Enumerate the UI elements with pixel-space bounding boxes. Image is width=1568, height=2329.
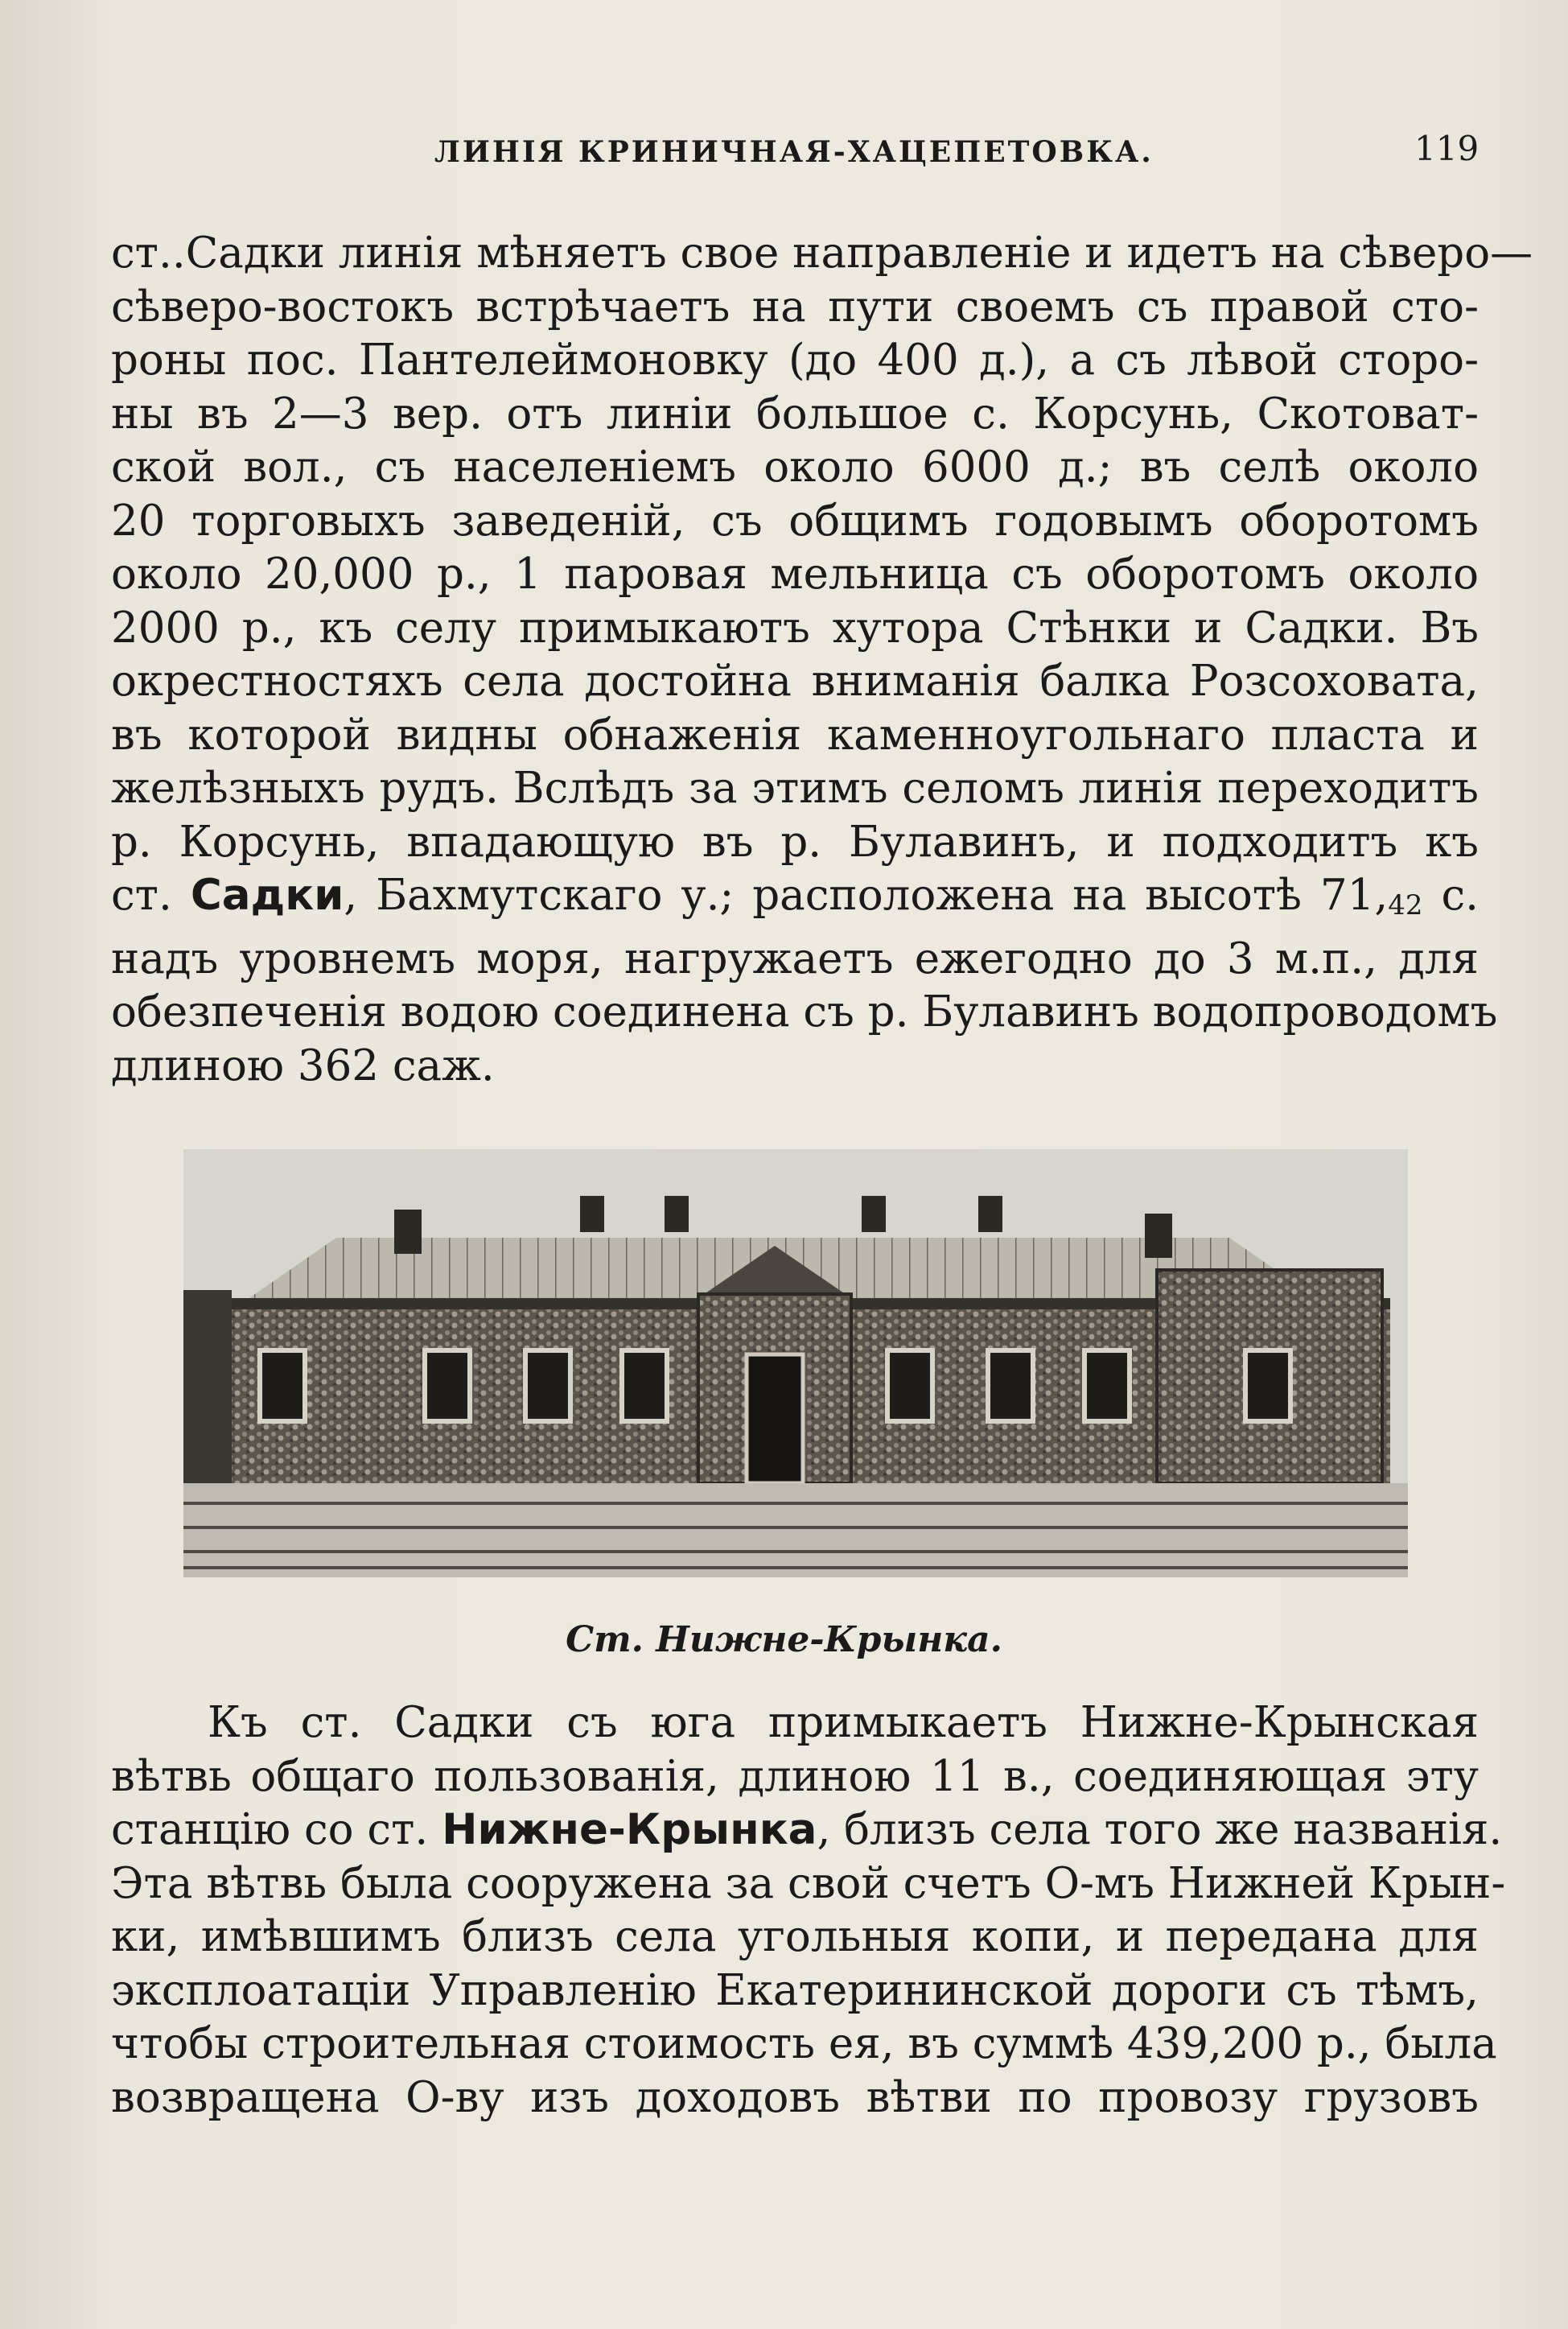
text-line: чтобы строительная стоимость ея, въ суммѣ 439,200 р., была [111, 2019, 1497, 2068]
text-line-station-sadki [111, 869, 1479, 933]
left-wing [183, 1290, 232, 1483]
chimney [665, 1196, 689, 1232]
station-name-sadki: Садки [190, 871, 344, 920]
text-line: желѣзныхъ рудъ. Вслѣдъ за этимъ селомъ линія переходитъ [111, 764, 1479, 813]
text-line: Эта вѣтвь была сооружена за свой счетъ О-мъ Нижней Крын- [111, 1858, 1506, 1908]
text-line: въ которой видны обнаженія каменноугольнаго пласта и [111, 710, 1479, 760]
station-photo [183, 1149, 1408, 1577]
text-line: надъ уровнемъ моря, нагружаетъ ежегодно до 3 м.п., для [111, 934, 1479, 983]
text-line: 2000 р., къ селу примыкаютъ хутора Стѣнки и Садки. Въ [111, 603, 1479, 653]
paragraph-2 [111, 1696, 1506, 2125]
text-line: сѣверо-востокъ встрѣчаетъ на пути своемъ съ правой сто- [111, 282, 1479, 332]
chimney [394, 1210, 422, 1254]
text-line: обезпеченія водою соединена съ р. Булавинъ водопроводомъ [111, 987, 1498, 1037]
text-line: ки, имѣвшимъ близъ села угольныя копи, и передана для [111, 1912, 1479, 1961]
text-fragment: , Бахмутскаго у.; расположена на высотѣ 71, [344, 871, 1389, 920]
text-line: около 20,000 р., 1 паровая мельница съ оборотомъ около [111, 550, 1479, 599]
chimney [1145, 1214, 1172, 1258]
station-building-illustration [183, 1149, 1408, 1577]
text-line: возвращена О-ву изъ доходовъ вѣтви по провозу грузовъ [111, 2072, 1479, 2122]
text-fragment: станцію со ст. [111, 1805, 442, 1854]
text-line: ской вол., съ населеніемъ около 6000 д.; въ селѣ около [111, 443, 1479, 492]
station-name-nizhne-krynka: Нижне-Крынка [442, 1805, 817, 1854]
text-fragment: с. [1422, 871, 1479, 920]
text-line: 20 торговыхъ заведеній, съ общимъ годовымъ оборотомъ [111, 496, 1479, 546]
figure-caption: Ст. Нижне-Крынка. [566, 1619, 1002, 1660]
page-number: 119 [1414, 129, 1480, 168]
text-line: Къ ст. Садки съ юга примыкаетъ Нижне-Крынская [208, 1698, 1479, 1747]
station-door [747, 1354, 803, 1483]
text-line: ст..Садки линія мѣняетъ свое направленіе и идетъ на сѣверо— [111, 229, 1533, 278]
chimney [862, 1196, 886, 1232]
platform [183, 1483, 1408, 1577]
paragraph-1 [111, 227, 1533, 1093]
text-fragment: ст. [111, 871, 191, 920]
text-line-station-nizhne-krynka [111, 1803, 1503, 1857]
elevation-subscript: 42 [1388, 889, 1423, 921]
text-line: окрестностяхъ села достойна вниманія балка Розсоховата, [111, 657, 1479, 706]
text-line: ны въ 2—3 вер. отъ линіи большое с. Корсунь, Скотоват- [111, 389, 1479, 439]
text-line: эксплоатаціи Управленію Екатерининской дороги съ тѣмъ, [111, 1965, 1479, 2015]
text-line: роны пос. Пантелеймоновку (до 400 д.), а съ лѣвой сторо- [111, 336, 1479, 385]
text-fragment: , близъ села того же названія. [817, 1805, 1503, 1854]
text-line: длиною 362 саж. [111, 1041, 495, 1090]
chimney [978, 1196, 1002, 1232]
running-title: ЛИНІЯ КРИНИЧНАЯ-ХАЦЕПЕТОВКА. [434, 135, 1154, 169]
chimney [580, 1196, 604, 1232]
text-line: р. Корсунь, впадающую въ р. Булавинъ, и подходитъ къ [111, 817, 1479, 867]
text-line: вѣтвь общаго пользованія, длиною 11 в., соединяющая эту [111, 1751, 1479, 1801]
